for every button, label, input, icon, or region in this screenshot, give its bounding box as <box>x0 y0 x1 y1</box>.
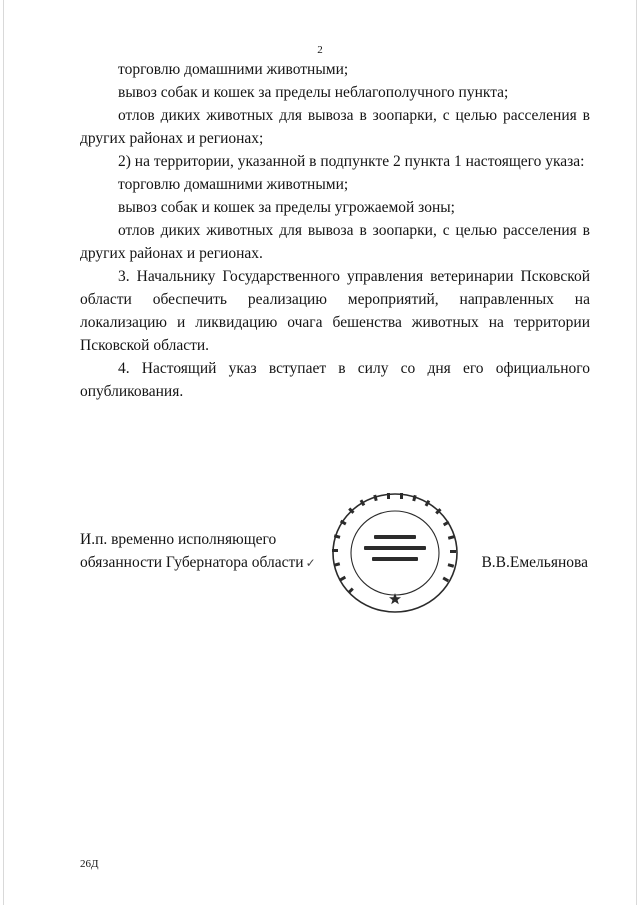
signatory-position-text: обязанности Губернатора области <box>80 554 304 571</box>
paragraph: 3. Начальнику Государственного управления ветеринарии Псковской области обеспечить реализацию мероприятий, направленных на локализацию и ликвидацию очага бешенства животных на территории Псковской области. <box>80 268 590 354</box>
seal-center-lettering <box>364 535 426 561</box>
signatory-position <box>80 528 316 575</box>
scan-edge-right <box>636 0 637 905</box>
paragraph: торговлю домашними животными; <box>118 176 349 193</box>
scan-edge-left <box>3 0 4 905</box>
official-seal <box>330 490 460 616</box>
signatory-position-line <box>80 551 316 575</box>
paragraph: отлов диких животных для вывоза в зоопарки, с целью расселения в других районах и регионах. <box>80 222 590 262</box>
signatory-name: В.В.Емельянова <box>481 554 588 571</box>
paragraph: вывоз собак и кошек за пределы неблагополучного пункта; <box>118 84 509 101</box>
paragraph: 2) на территории, указанной в подпункте 2 пункта 1 настоящего указа: <box>118 153 585 170</box>
page-number: 2 <box>317 44 323 56</box>
paragraph: вывоз собак и кошек за пределы угрожаемой зоны; <box>118 199 455 216</box>
signature-mark: ✓ <box>305 556 316 570</box>
paragraph: 4. Настоящий указ вступает в силу со дня его официального опубликования. <box>80 360 590 400</box>
footer-code: 26Д <box>80 858 99 870</box>
paragraph: отлов диких животных для вывоза в зоопарки, с целью расселения в других районах и регионах; <box>80 107 590 147</box>
decree-body <box>80 58 590 403</box>
paragraph: торговлю домашними животными; <box>118 61 349 78</box>
signatory-position-line: И.п. временно исполняющего <box>80 531 277 548</box>
